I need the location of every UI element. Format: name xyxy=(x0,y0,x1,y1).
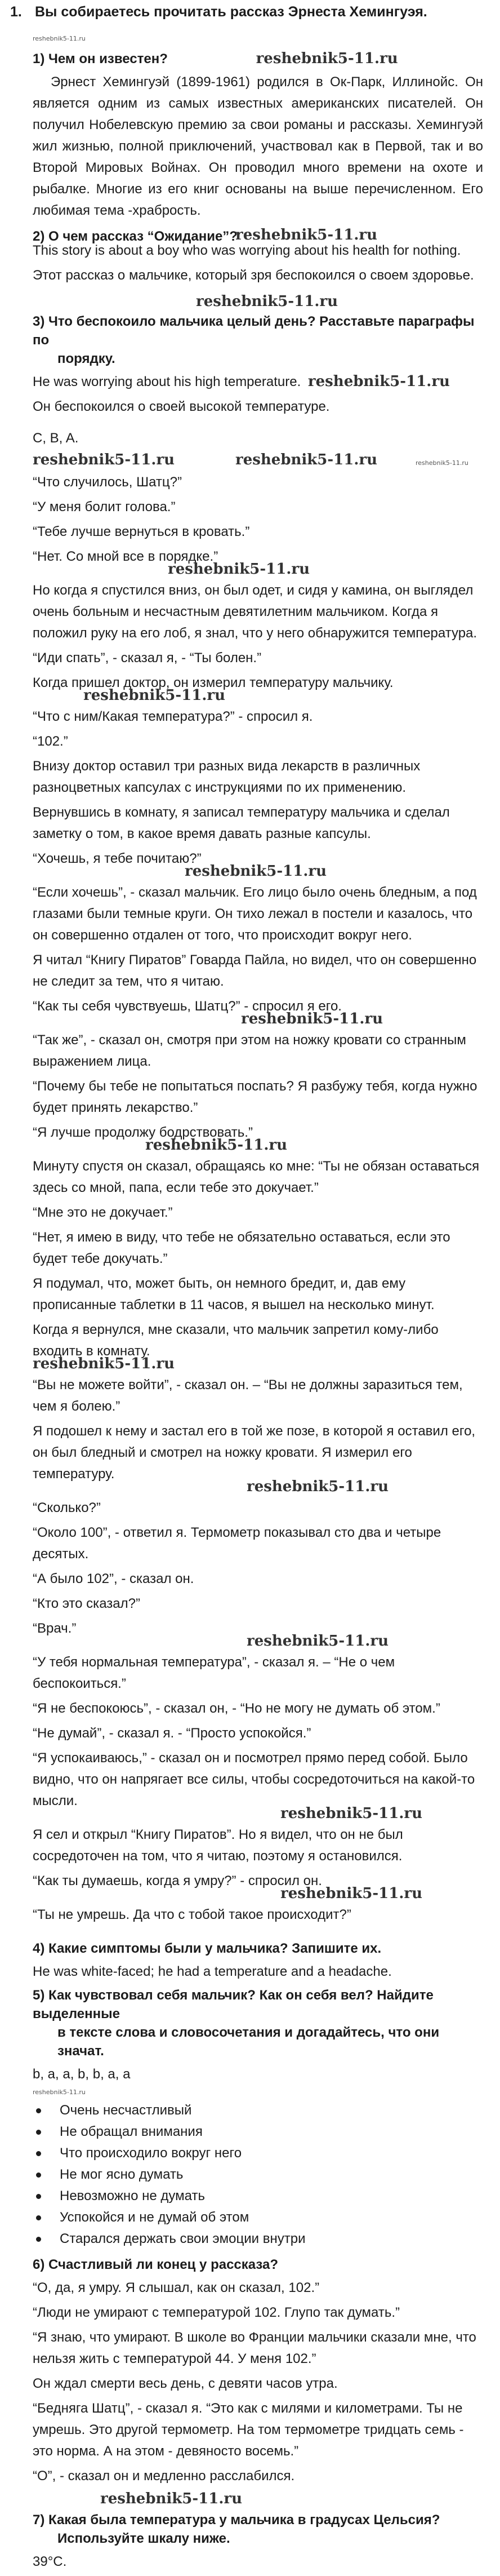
story-paragraph: “А было 102”, - сказал он. xyxy=(33,1571,194,1586)
bullet-item xyxy=(33,2228,483,2250)
bullet-text: Невозможно не думать xyxy=(60,2188,205,2203)
story-paragraph: “Не думай”, - сказал я. - “Просто успокойся.” xyxy=(33,1726,311,1741)
story-paragraph: “Я не беспокоюсь”, - сказал он, - “Но не могу не думать об этом.” xyxy=(33,1701,440,1716)
story-paragraph: “Кто это сказал?” xyxy=(33,1596,140,1611)
story-paragraph: “Почему бы тебе не попытаться поспать? Я разбужу тебя, когда нужно будет принять лекарство.” xyxy=(33,1079,477,1115)
exercise-title-text: Вы собираетесь прочитать рассказ Эрнеста Хемингуэя. xyxy=(35,4,427,20)
bullet-icon xyxy=(36,2108,41,2113)
question-3-letters: C, B, A. xyxy=(33,431,79,446)
question-4-label: 4) Какие симптомы были у мальчика? Запишите их. xyxy=(33,1941,382,1956)
watermark: reshebnik5-11.ru xyxy=(256,50,398,67)
watermark-row xyxy=(33,561,483,580)
question-7-label-cont: Используйте шкалу ниже. xyxy=(57,2531,230,2546)
watermark-row xyxy=(33,1885,483,1904)
question-5-list xyxy=(33,2100,483,2250)
bullet-icon xyxy=(36,2172,41,2178)
story-paragraph: “Как ты думаешь, когда я умру?” - спросил он. xyxy=(33,1873,322,1888)
watermark: reshebnik5-11.ru xyxy=(168,561,310,578)
question-7-label: 7) Какая была температура у мальчика в градусах Цельсия? xyxy=(33,2512,440,2528)
watermark-row xyxy=(33,2089,483,2098)
question-3-label-cont: порядку. xyxy=(57,351,115,366)
question-3-en-text: He was worrying about his high temperature. xyxy=(33,374,301,389)
question-6 xyxy=(33,2255,483,2274)
watermark: reshebnik5-11.ru xyxy=(235,451,378,468)
watermark: reshebnik5-11.ru xyxy=(307,373,450,390)
watermark-small: reshebnik5-11.ru xyxy=(33,35,86,42)
bullet-icon xyxy=(36,2151,41,2156)
watermark-row xyxy=(33,1137,483,1156)
story-paragraph: “Что случилось, Шатц?” xyxy=(33,475,182,490)
story-paragraph: “102.” xyxy=(33,734,68,749)
bullet-text: Не обращал внимания xyxy=(60,2124,203,2139)
story-paragraph: “Нет, я имею в виду, что тебе не обязательно оставаться, если это будет тебе докучать.” xyxy=(33,1230,450,1266)
story-paragraph: “Хочешь, я тебе почитаю?” xyxy=(33,851,202,866)
watermark: reshebnik5-11.ru xyxy=(33,1355,175,1372)
story-paragraph: Я подумал, что, может быть, он немного бредит, и, дав ему прописанные таблетки в 11 часов, я вышел на несколько минут. xyxy=(33,1276,435,1313)
watermark: reshebnik5-11.ru xyxy=(33,451,175,468)
watermark-row xyxy=(33,1633,483,1652)
question-3 xyxy=(33,312,483,368)
story-paragraph: “Тебе лучше вернуться в кровать.” xyxy=(33,524,250,539)
exercise-title xyxy=(10,2,483,21)
question-7 xyxy=(33,2511,483,2548)
story-paragraph: “Если хочешь”, - сказал мальчик. Его лицо было очень бледным, а под глазами были темные круги. Он тихо лежал в постели и казалось, что он совершенно отдален от того, что происходит вокруг него. xyxy=(33,885,477,943)
bullet-item xyxy=(33,2185,483,2207)
story-paragraph: “Ты не умрешь. Да что с тобой такое происходит?” xyxy=(33,1907,351,1922)
watermark-row xyxy=(33,290,483,312)
question-6-label: 6) Счастливый ли конец у рассказа? xyxy=(33,2257,279,2272)
watermark: reshebnik5-11.ru xyxy=(247,1633,389,1650)
story-paragraph: Минуту спустя он сказал, обращаясь ко мне: “Ты не обязан оставаться здесь со мной, папа, если тебе это докучает.” xyxy=(33,1159,480,1195)
story-paragraph: Вернувшись в комнату, я записал температуру мальчика и сделал заметку о том, в какое время давать разные капсулы. xyxy=(33,805,450,841)
story-paragraph: “Как ты себя чувствуешь, Шатц?” - спросил я его. xyxy=(33,999,342,1014)
question-3-answer-ru: Он беспокоился о своей высокой температуре. xyxy=(33,399,330,414)
bullet-item xyxy=(33,2143,483,2164)
question-6-answer xyxy=(10,2277,483,2487)
question-4 xyxy=(33,1939,483,1958)
question-3-label: 3) Что беспокоило мальчика целый день? Расставьте параграфы по xyxy=(33,314,475,348)
question-6-line: “Бедняга Шатц”, - сказал я. “Это как с милями и километрами. Ты не умрешь. Это другой термометр. На том термометре тридцать семь - это норма. А на этом - девяносто восемь.” xyxy=(33,2401,464,2459)
story-paragraph: “У меня болит голова.” xyxy=(33,499,176,515)
story-paragraph: “Сколько?” xyxy=(33,1500,101,1515)
question-5 xyxy=(33,1986,483,2060)
story-paragraph: “Что с ним/Какая температура?” - спросил я. xyxy=(33,709,313,724)
question-5-label: 5) Как чувствовал себя мальчик? Как он себя вел? Найдите выделенные xyxy=(33,1988,434,2021)
story-paragraph: Но когда я спустился вниз, он был одет, и сидя у камина, он выглядел очень больным и несчастным девятилетним мальчиком. Когда я положил руку на его лоб, я знал, что у него обнаружится температура. xyxy=(33,583,477,641)
question-2-answer-en: This story is about a boy who was worrying about his health for nothing. xyxy=(33,243,461,258)
story-paragraph: “Нет. Со мной все в порядке.” xyxy=(33,549,218,564)
story-paragraph: Я подошел к нему и застал его в той же позе, в которой я оставил его, он был бледный и смотрел на ножку кровати. Я измерил его температуру. xyxy=(33,1424,476,1482)
question-1-answer: Эрнест Хемингуэй (1899-1961) родился в Ок-Парк, Иллинойс. Он является одним из самых известных американских писателей. Он получил Нобелевскую премию за свои романы и рассказы. Хемингуэй жил жизнью, полной приключений, участвовал как в Первой, так и во Второй Мировых Войнах. Он проводил много времени на охоте и рыбалке. Многие из его книг основаны на выше перечисленном. Его любимая тема -храбрость. xyxy=(33,74,483,218)
watermark-row xyxy=(33,449,483,472)
watermark: reshebnik5-11.ru xyxy=(280,1885,423,1902)
story-paragraph: “Так же”, - сказал он, смотря при этом на ножку кровати со странным выражением лица. xyxy=(33,1032,466,1069)
watermark: reshebnik5-11.ru xyxy=(247,1478,389,1495)
question-6-line: “О”, - сказал он и медленно расслабился. xyxy=(33,2468,295,2484)
question-6-line: “О, да, я умру. Я слышал, как он сказал, 102.” xyxy=(33,2280,320,2295)
watermark-row xyxy=(33,1355,483,1375)
watermark-row xyxy=(33,1805,483,1824)
bullet-item xyxy=(33,2121,483,2143)
question-6-line: Он ждал смерти весь день, с девяти часов утра. xyxy=(33,2376,338,2391)
watermark: reshebnik5-11.ru xyxy=(235,227,378,243)
story-text xyxy=(10,472,483,1926)
story-paragraph: Когда пришел доктор, он измерил температуру мальчику. xyxy=(33,675,394,690)
bullet-item xyxy=(33,2164,483,2185)
question-1 xyxy=(33,50,483,68)
bullet-icon xyxy=(36,2130,41,2135)
bullet-icon xyxy=(36,2194,41,2199)
bullet-text: Старался держать свои эмоции внутри xyxy=(60,2231,306,2246)
watermark-small: reshebnik5-11.ru xyxy=(416,459,468,467)
story-paragraph: Я читал “Книгу Пиратов” Говарда Пайла, но видел, что он совершенно не следит за тем, что я читаю. xyxy=(33,952,477,989)
question-5-label-cont: в тексте слова и словосочетания и догадайтесь, что они значат. xyxy=(57,2025,440,2059)
story-paragraph: “Мне это не докучает.” xyxy=(33,1205,173,1220)
question-2-answer-ru: Этот рассказ о мальчике, который зря беспокоился о своем здоровье. xyxy=(33,268,474,283)
watermark-row xyxy=(33,35,483,44)
watermark-small: reshebnik5-11.ru xyxy=(33,2089,86,2096)
bullet-text: Не мог ясно думать xyxy=(60,2167,184,2182)
story-paragraph: “Иди спать”, - сказал я, - “Ты болен.” xyxy=(33,650,262,666)
watermark: reshebnik5-11.ru xyxy=(185,863,327,880)
story-paragraph: “Врач.” xyxy=(33,1621,77,1636)
story-paragraph: Когда я вернулся, мне сказали, что мальчик запретил кому-либо входить в комнату. xyxy=(33,1322,439,1359)
question-6-line: “Люди не умирают с температурой 102. Глупо так думать.” xyxy=(33,2305,400,2320)
question-3-answer-en xyxy=(33,371,483,393)
watermark-row xyxy=(33,687,483,706)
bullet-text: Очень несчастливый xyxy=(60,2103,192,2118)
watermark-row xyxy=(33,1010,483,1030)
watermark-row xyxy=(33,227,483,243)
question-5-letters: b, a, a, b, b, a, a xyxy=(33,2067,131,2082)
story-paragraph: “У тебя нормальная температура”, - сказал я. – “Не о чем беспокоиться.” xyxy=(33,1655,395,1691)
watermark: reshebnik5-11.ru xyxy=(196,293,338,310)
question-7-answer: 39°C. xyxy=(33,2554,67,2569)
watermark-row xyxy=(33,1478,483,1497)
question-1-label: 1) Чем он известен? xyxy=(33,51,168,66)
story-paragraph: Я сел и открыл “Книгу Пиратов”. Но я видел, что он не был сосредоточен на том, что я читаю, поэтому я остановился. xyxy=(33,1827,403,1864)
bullet-item xyxy=(33,2100,483,2121)
watermark: reshebnik5-11.ru xyxy=(100,2490,243,2507)
story-paragraph: Внизу доктор оставил три разных вида лекарств в различных разноцветных капсулах с инструкциями по их применению. xyxy=(33,759,421,795)
bullet-text: Что происходило вокруг него xyxy=(60,2145,242,2161)
bullet-icon xyxy=(36,2215,41,2220)
watermark: reshebnik5-11.ru xyxy=(83,687,226,704)
question-4-answer: He was white-faced; he had a temperature and a headache. xyxy=(33,1964,392,1979)
question-2-label: 2) О чем рассказ “Ожидание”? xyxy=(33,229,238,244)
bullet-item xyxy=(33,2207,483,2228)
watermark-row xyxy=(33,863,483,882)
bullet-text: Успокойся и не думай об этом xyxy=(60,2210,249,2225)
story-paragraph: “Вы не можете войти”, - сказал он. – “Вы не должны заразиться тем, чем я болею.” xyxy=(33,1377,463,1414)
watermark: reshebnik5-11.ru xyxy=(145,1137,288,1154)
watermark: reshebnik5-11.ru xyxy=(280,1805,423,1822)
exercise-number: 1. xyxy=(10,4,22,20)
question-6-line: “Я знаю, что умирают. В школе во Франции мальчики сказали мне, что нельзя жить с температурой 44. У меня 102.” xyxy=(33,2330,476,2366)
watermark-row xyxy=(33,2490,483,2511)
story-paragraph: “Я успокаиваюсь,” - сказал он и посмотрел прямо перед собой. Было видно, что он напрягает все силы, чтобы сосредоточиться на какой-то мысли. xyxy=(33,1750,475,1808)
story-paragraph: “Около 100”, - ответил я. Термометр показывал сто два и четыре десятых. xyxy=(33,1525,441,1562)
bullet-icon xyxy=(36,2237,41,2242)
story-paragraph: “Я лучше продолжу бодрствовать.” xyxy=(33,1125,253,1140)
watermark: reshebnik5-11.ru xyxy=(241,1010,383,1027)
